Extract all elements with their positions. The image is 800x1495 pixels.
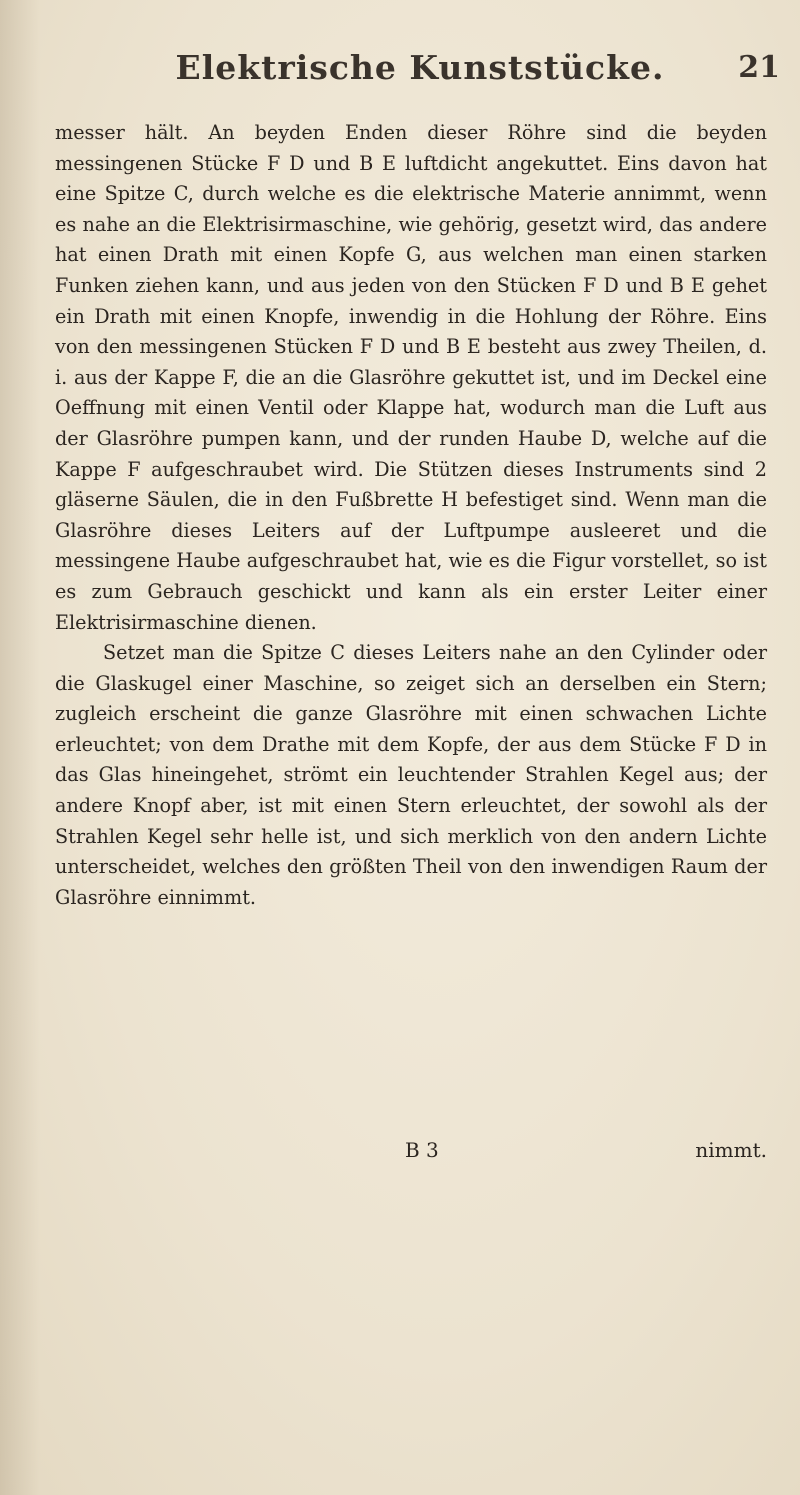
page-number: 21	[738, 50, 780, 85]
page-footer	[55, 1138, 767, 1172]
running-title: Elektrische Kunststücke.	[175, 48, 665, 87]
paragraph-2: Setzet man die Spitze C dieses Leiters nahe an den Cylinder oder die Glaskugel einer Maschine, so zeiget sich an derselben ein Stern; zugleich erscheint die ganze Glasröhre mit einen schwachen Lichte erleuchtet; von dem Drathe mit dem Kopfe, der aus dem Stücke F D in das Glas hineingehet, strömt ein leuchtender Strahlen Kegel aus; der andere Knopf aber, ist mit einen Stern erleuchtet, der sowohl als der Strahlen Kegel sehr helle ist, und sich merklich von den andern Lichte unterscheidet, welches den größten Theil von den inwendigen Raum der Glasröhre einnimmt.	[55, 641, 767, 909]
paragraph-1: messer hält. An beyden Enden dieser Röhre sind die beyden messingenen Stücke F D und B E luftdicht angekuttet. Eins davon hat eine Spitze C, durch welche es die elektrische Materie annimmt, wenn es nahe an die Elektrisirmaschine, wie gehörig, gesetzt wird, das andere hat einen Drath mit einen Kopfe G, aus welchen man einen starken Funken ziehen kann, und aus jeden von den Stücken F D und B E gehet ein Drath mit einen Knopfe, inwendig in die Hohlung der Röhre. Eins von den messingenen Stücken F D und B E besteht aus zwey Theilen, d. i. aus der Kappe F, die an die Glasröhre gekuttet ist, und im Deckel eine Oeffnung mit einen Ventil oder Klappe hat, wodurch man die Luft aus der Glasröhre pumpen kann, und der runden Haube D, welche auf die Kappe F aufgeschraubet wird. Die Stützen dieses Instruments sind 2 gläserne Säulen, die in den Fußbrette H befestiget sind. Wenn man die Glasröhre dieses Leiters auf der Luftpumpe ausleeret und die messingene Haube aufgeschraubet hat, wie es die Figur vorstellet, so ist es zum Gebrauch geschickt und kann als ein erster Leiter einer Elektrisirmaschine dienen.	[55, 121, 767, 634]
running-header	[60, 48, 780, 98]
catchword: nimmt.	[695, 1138, 767, 1162]
body-text	[55, 118, 767, 913]
spine-shadow	[0, 0, 40, 1495]
signature-mark: B 3	[405, 1138, 439, 1162]
